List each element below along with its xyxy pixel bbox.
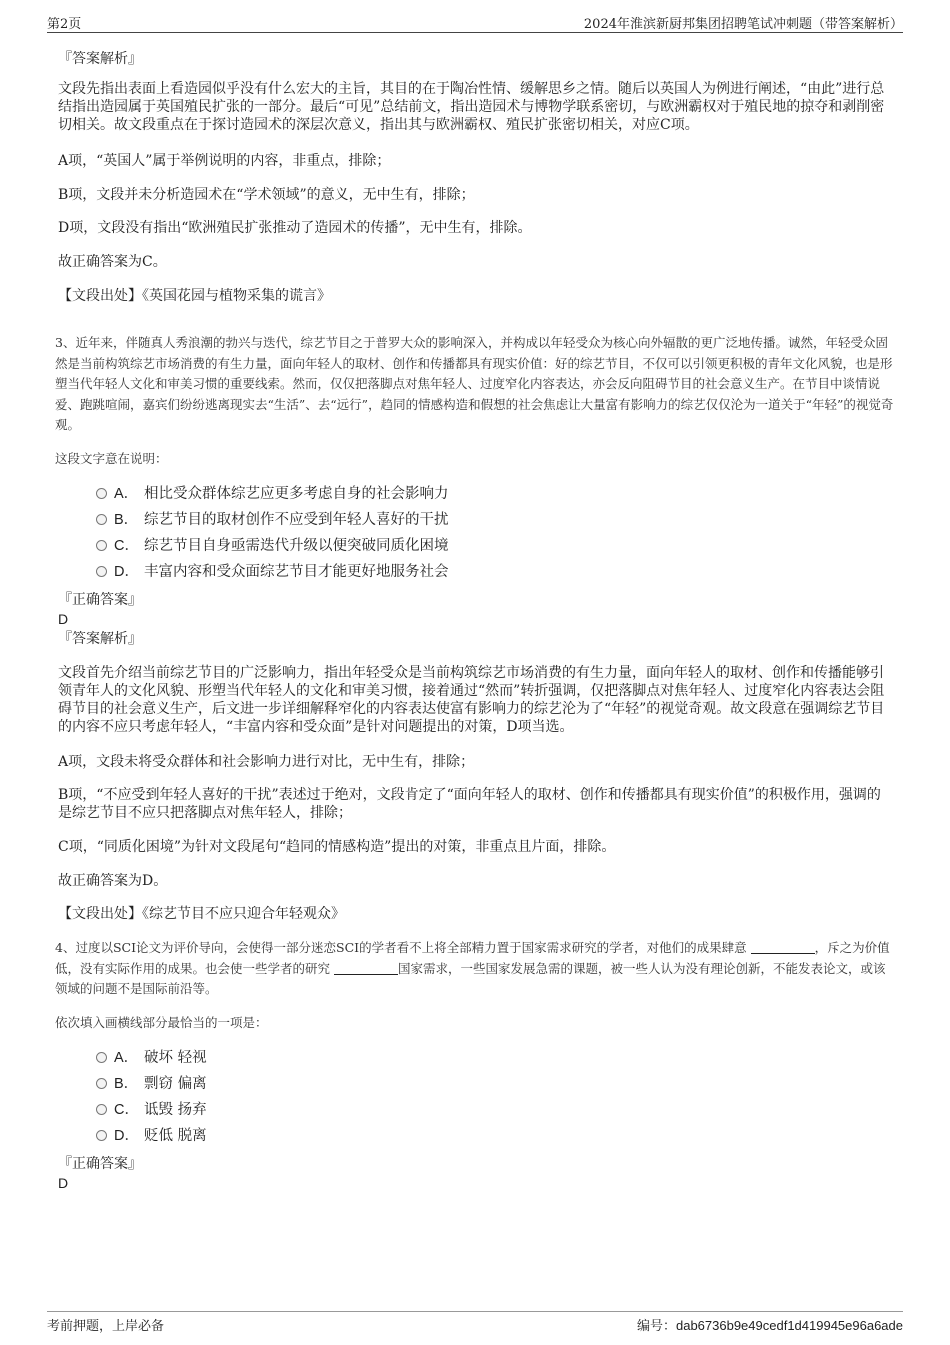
footer-slogan: 考前押题，上岸必备 [47,1319,165,1334]
q4-answer: D [58,1175,69,1191]
q3-option-a[interactable]: A． 相比受众群体综艺应更多考虑自身的社会影响力 [96,485,449,503]
fill-blank-2[interactable] [334,962,398,975]
q3-stem: 3、近年来，伴随真人秀浪潮的勃兴与迭代，综艺节目之于普罗大众的影响深入，并构成以年轻受众为核心向外辐散的更广泛地传播。诚然，年轻受众固然是当前构筑综艺市场消费的有生力量，面向年轻人的取材、创作和传播都具有现实价值：好的综艺节目，不仅可以引领更积极的青年文化风貌，也是形塑当代年轻人文化和审美习惯的重要线索。然而，仅仅把落脚点对焦年轻人、过度窄化内容表达，亦会反向阻碍节目的社会意义生产。在节目中谈情说爱、跑跳喧闹，嘉宾们纷纷逃离现实去“生活”、去“远行”，趋同的情感构造和假想的社会焦虑让大量富有影响力的综艺仅仅沦为一道关于“年轻”的视觉奇观。 [55,335,894,432]
q2-option-d-explain: D项，文段没有指出“欧洲殖民扩张推动了造园术的传播”，无中生有，排除。 [58,220,532,236]
q2-option-a-explain: A项，“英国人”属于举例说明的内容，非重点，排除； [58,153,391,169]
radio-icon[interactable] [96,1130,107,1141]
radio-icon[interactable] [96,1078,107,1089]
radio-icon[interactable] [96,488,107,499]
q3-option-c[interactable]: C． 综艺节目自身亟需迭代升级以便突破同质化困境 [96,537,449,555]
radio-icon[interactable] [96,566,107,577]
q3-option-d[interactable]: D． 丰富内容和受众面综艺节目才能更好地服务社会 [96,563,449,581]
radio-icon[interactable] [96,1104,107,1115]
q4-option-a[interactable]: A． 破坏 轻视 [96,1049,207,1067]
q2-analysis: 文段先指出表面上看造园似乎没有什么宏大的主旨，其目的在于陶冶性情、缓解思乡之情。随后以英国人为例进行阐述，“由此”进行总结指出造园属于英国殖民扩张的一部分。最后“可见”总结前文，指出造园术与博物学联系密切，与欧洲霸权对于殖民地的掠夺和剥削密切相关。故文段重点在于探讨造园术的深层次意义，指出其与欧洲霸权、殖民扩张密切相关，对应C项。 [58,81,885,133]
q2-option-b-explain: B项，文段并未分析造园术在“学术领域”的意义，无中生有，排除； [58,187,475,203]
document-id: 编号：dab6736b9e49cedf1d419945e96a6ade [636,1318,903,1333]
q3-option-c-explain: C项，“同质化困境”为针对文段尾句“趋同的情感构造”提出的对策，非重点且片面，排除。 [58,839,616,855]
q3-option-a-explain: A项，文段未将受众群体和社会影响力进行对比，无中生有，排除； [58,754,475,770]
q3-option-b-explain: B项，“不应受到年轻人喜好的干扰”表述过于绝对，文段肯定了“面向年轻人的取材、创作和传播都具有现实价值”的积极作用，强调的是综艺节目不应只把落脚点对焦年轻人，排除； [58,787,881,821]
q4-answer-label: 『正确答案』 [58,1156,142,1172]
q3-option-b[interactable]: B． 综艺节目的取材创作不应受到年轻人喜好的干扰 [96,511,449,529]
page-number: 第2页 [47,17,82,32]
q2-conclusion: 故正确答案为C。 [58,254,167,270]
q4-option-b[interactable]: B． 剽窃 偏离 [96,1075,207,1093]
fill-blank-1[interactable] [751,941,815,954]
q4-stem: 4、过度以SCI论文为评价导向，会使得一部分迷恋SCI的学者看不上将全部精力置于国家需求研究的学者，对他们的成果肆意 ，斥之为价值低，没有实际作用的成果。也会使一些学者的研究 国家需求，一些国家发展急需的课题，被一些人认为没有理论创新，不能发表论文，或该领域的问题不是国际前沿等。 [55,940,890,996]
q3-source: 【文段出处】《综艺节目不应只迎合年轻观众》 [58,906,345,922]
q3-analysis: 文段首先介绍当前综艺节目的广泛影响力，指出年轻受众是当前构筑综艺市场消费的有生力量，面向年轻人的取材、创作和传播能够引领青年人的文化风貌、形塑当代年轻人的文化和审美习惯，接着通过“然而”转折强调，仅把落脚点对焦年轻人、过度窄化内容表达会阻碍节目的社会意义生产，后文进一步详细解释窄化的内容表达使富有影响力的综艺沦为了“年轻”的视觉奇观。故文段意在强调综艺节目的内容不应只考虑年轻人，“丰富内容和受众面”是针对问题提出的对策，D项当选。 [58,665,885,735]
q2-analysis-label: 『答案解析』 [58,51,142,67]
page-header [47,10,903,33]
q3-prompt: 这段文字意在说明： [55,451,168,466]
q3-answer-label: 『正确答案』 [58,592,142,608]
radio-icon[interactable] [96,540,107,551]
q3-answer: D [58,611,69,627]
q4-prompt: 依次填入画横线部分最恰当的一项是： [55,1015,268,1030]
radio-icon[interactable] [96,1052,107,1063]
q3-conclusion: 故正确答案为D。 [58,873,168,889]
q2-source: 【文段出处】《英国花园与植物采集的谎言》 [58,288,331,304]
page-footer [47,1311,903,1336]
q3-analysis-label: 『答案解析』 [58,631,142,647]
q4-option-d[interactable]: D． 贬低 脱离 [96,1127,207,1145]
radio-icon[interactable] [96,514,107,525]
q4-option-c[interactable]: C． 诋毁 扬弃 [96,1101,207,1119]
document-title: 2024年淮滨新厨邦集团招聘笔试冲刺题（带答案解析） [583,17,903,32]
